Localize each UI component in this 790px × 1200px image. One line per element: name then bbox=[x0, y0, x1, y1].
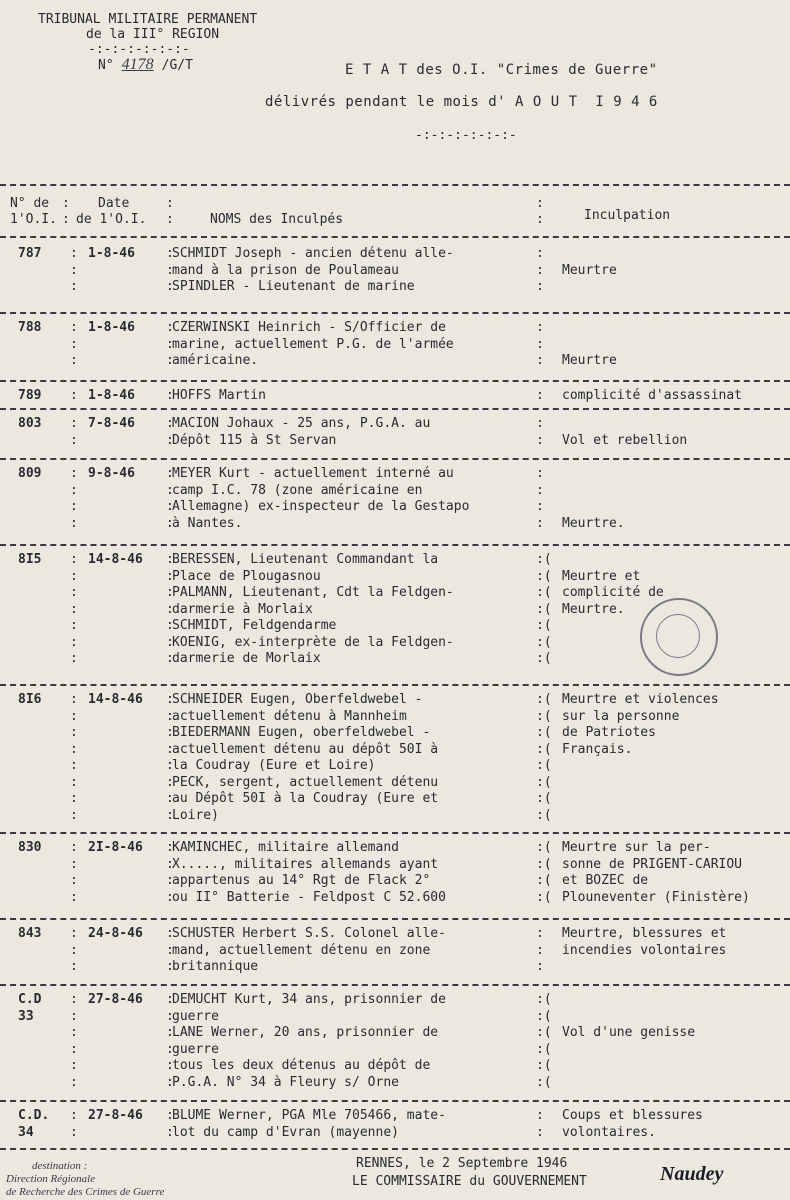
number-label: N° bbox=[98, 58, 114, 73]
inculpation-line: Meurtre et bbox=[562, 568, 641, 584]
accused-names-line: CZERWINSKI Heinrich - S/Officier de bbox=[172, 320, 446, 335]
inculpation-line: complicité d'assassinat bbox=[562, 388, 743, 403]
accused-names-line: actuellement détenu au dépôt 50I à bbox=[172, 741, 439, 757]
accused-names-line: SCHMIDT Joseph - ancien détenu alle- bbox=[172, 246, 454, 261]
accused-names-line: marine, actuellement P.G. de l'armée bbox=[172, 336, 454, 352]
col-date-l2: de 1'O.I. bbox=[76, 212, 147, 227]
inculpation-line bbox=[562, 337, 790, 354]
inculpation-line bbox=[562, 1075, 790, 1092]
inculpation-line bbox=[562, 279, 790, 296]
accused-names-line: Loire) bbox=[172, 807, 219, 823]
inculpation-line: Plouneventer (Finistère) bbox=[562, 889, 750, 905]
destination-label: destination : bbox=[32, 1160, 88, 1172]
accused-names-line: darmerie à Morlaix bbox=[172, 601, 313, 617]
table-row bbox=[0, 380, 790, 410]
destination-note bbox=[6, 1160, 164, 1199]
reference-number bbox=[38, 57, 257, 73]
inculpation-line bbox=[562, 808, 790, 825]
column-separator: : : : bbox=[166, 246, 174, 294]
accused-names-line: Dépôt 115 à St Servan bbox=[172, 432, 337, 448]
accused-names-line: la Coudray (Eure et Loire) bbox=[172, 758, 376, 773]
accused-names-line: tous les deux détenus au dépôt de bbox=[172, 1058, 431, 1073]
col-num-l2: 1'O.I. bbox=[10, 212, 57, 227]
accused-names-line: DEMUCHT Kurt, 34 ans, prisonnier de bbox=[172, 992, 446, 1007]
accused-names-line: britannique bbox=[172, 959, 259, 974]
inculpation-line: Vol d'une genisse bbox=[562, 1025, 696, 1040]
inculpation-line bbox=[562, 1009, 790, 1026]
oi-number-line: 843 bbox=[18, 926, 42, 941]
tribunal-region: de la III° REGION bbox=[86, 27, 220, 42]
column-separator: :( :( :( :( :( :( bbox=[536, 992, 552, 1090]
accused-names bbox=[172, 416, 534, 449]
col-num-l1: N° de bbox=[10, 196, 50, 211]
inculpation bbox=[562, 388, 790, 405]
table-row bbox=[0, 238, 790, 314]
inculpation-line: Français. bbox=[562, 741, 633, 757]
oi-number-line: 789 bbox=[18, 388, 42, 403]
signature: Naudey bbox=[660, 1163, 724, 1185]
inculpation-line bbox=[562, 1042, 790, 1059]
accused-names-line: guerre bbox=[172, 1041, 219, 1057]
inculpation-line: Vol et rebellion bbox=[562, 432, 688, 448]
inculpation-line bbox=[562, 791, 790, 808]
accused-names bbox=[172, 466, 534, 532]
oi-number bbox=[18, 416, 60, 433]
oi-date: 27-8-46 bbox=[88, 992, 143, 1007]
destination-line-2: de Recherche des Crimes de Guerre bbox=[6, 1186, 165, 1198]
column-separator: : : : : : : : bbox=[70, 552, 78, 666]
column-separator: :( :( :( :( :( :( :( bbox=[536, 552, 552, 666]
accused-names bbox=[172, 840, 534, 906]
column-separator: : bbox=[166, 388, 174, 403]
inculpation-line: Meurtre et violences bbox=[562, 692, 719, 707]
document-title: E T A T des O.I. "Crimes de Guerre" bbox=[345, 62, 658, 78]
accused-names-line: à Nantes. bbox=[172, 515, 243, 531]
col-date-l1: Date bbox=[98, 196, 130, 211]
inculpation-line bbox=[562, 758, 790, 775]
accused-names bbox=[172, 1108, 534, 1141]
accused-names-line: ou II° Batterie - Feldpost C 52.600 bbox=[172, 889, 446, 905]
accused-names-line: KOENIG, ex-interprète de la Feldgen- bbox=[172, 634, 454, 650]
accused-names bbox=[172, 552, 534, 668]
accused-names-line: HOFFS Martin bbox=[172, 388, 266, 403]
inculpation-line bbox=[562, 416, 790, 433]
inculpation bbox=[562, 692, 790, 824]
accused-names-line: darmerie de Morlaix bbox=[172, 651, 321, 666]
column-separator: : : : : : : : bbox=[166, 552, 174, 666]
inculpation-line bbox=[562, 246, 790, 263]
accused-names-line: appartenus au 14° Rgt de Flack 2° bbox=[172, 873, 431, 888]
oi-number bbox=[18, 246, 60, 263]
column-separator: : : : : bbox=[536, 466, 544, 531]
table-row bbox=[0, 408, 790, 460]
column-separator: : : : : bbox=[166, 466, 174, 531]
accused-names-line: MACION Johaux - 25 ans, P.G.A. au bbox=[172, 416, 431, 431]
inculpation-line: Meurtre, blessures et bbox=[562, 926, 727, 941]
column-separator: : : : bbox=[70, 926, 78, 974]
inculpation-line: sur la personne bbox=[562, 708, 680, 724]
oi-date: 7-8-46 bbox=[88, 416, 135, 431]
number-suffix: /G/T bbox=[161, 58, 193, 73]
inculpation-line: incendies volontaires bbox=[562, 942, 727, 958]
column-separator: : : : : : : bbox=[70, 992, 78, 1090]
column-separator: : : bbox=[70, 1108, 78, 1140]
table-row bbox=[0, 832, 790, 920]
destination-line-1: Direction Régionale bbox=[6, 1173, 96, 1185]
accused-names-line: SCHNEIDER Eugen, Oberfeldwebel - bbox=[172, 692, 423, 707]
inculpation bbox=[562, 992, 790, 1091]
accused-names-line: américaine. bbox=[172, 353, 259, 368]
oi-date: 1-8-46 bbox=[88, 320, 135, 335]
accused-names-line: BLUME Werner, PGA Mle 705466, mate- bbox=[172, 1108, 446, 1123]
signatory-role: LE COMMISSAIRE du GOUVERNEMENT bbox=[352, 1174, 587, 1189]
column-separator: : : : : : : : : bbox=[166, 692, 174, 823]
inculpation-line: Meurtre bbox=[562, 262, 617, 278]
accused-names-line: lot du camp d'Evran (mayenne) bbox=[172, 1124, 399, 1140]
inculpation-line bbox=[562, 466, 790, 483]
accused-names-line: KAMINCHEC, militaire allemand bbox=[172, 840, 399, 855]
inculpation-line bbox=[562, 483, 790, 500]
oi-number-line: 787 bbox=[18, 246, 42, 261]
inculpation bbox=[562, 246, 790, 296]
inculpation bbox=[562, 926, 790, 976]
inculpation-line bbox=[562, 552, 790, 569]
accused-names-line: mand, actuellement détenu en zone bbox=[172, 942, 431, 958]
oi-number-line: 8I6 bbox=[18, 692, 42, 707]
accused-names-line: mand à la prison de Poulameau bbox=[172, 262, 399, 278]
column-separator: : : : : bbox=[166, 840, 174, 905]
inculpation-line bbox=[562, 1058, 790, 1075]
column-separator: : : : bbox=[166, 320, 174, 368]
oi-number bbox=[18, 1108, 60, 1141]
tribunal-header bbox=[38, 12, 257, 73]
oi-number bbox=[18, 840, 60, 857]
oi-date: 9-8-46 bbox=[88, 466, 135, 481]
table-row bbox=[0, 312, 790, 382]
inculpation-line: et BOZEC de bbox=[562, 873, 649, 888]
column-separator: :( :( :( :( :( :( :( :( bbox=[536, 692, 552, 823]
inculpation-line: Meurtre bbox=[562, 353, 617, 368]
accused-names-line: guerre bbox=[172, 1008, 219, 1024]
oi-date: 27-8-46 bbox=[88, 1108, 143, 1123]
tribunal-name: TRIBUNAL MILITAIRE PERMANENT bbox=[38, 12, 258, 27]
inculpation-line: volontaires. bbox=[562, 1124, 656, 1140]
column-separator: : : : : bbox=[70, 466, 78, 531]
accused-names bbox=[172, 992, 534, 1091]
inculpation-line bbox=[562, 992, 790, 1009]
accused-names-line: PECK, sergent, actuellement détenu bbox=[172, 774, 439, 790]
oi-number-line: 34 bbox=[18, 1124, 34, 1140]
oi-number-line: C.D. bbox=[18, 1108, 50, 1123]
column-separator: : : : bbox=[70, 246, 78, 294]
oi-date: 24-8-46 bbox=[88, 926, 143, 941]
oi-date: 1-8-46 bbox=[88, 246, 135, 261]
column-separator: : : : bbox=[536, 246, 544, 294]
decorative-separator-center: -:-:-:-:-:-:- bbox=[415, 128, 517, 143]
accused-names-line: SCHUSTER Herbert S.S. Colonel alle- bbox=[172, 926, 446, 941]
accused-names-line: MEYER Kurt - actuellement interné au bbox=[172, 466, 454, 481]
oi-number bbox=[18, 388, 60, 405]
accused-names bbox=[172, 388, 534, 405]
accused-names-line: BERESSEN, Lieutenant Commandant la bbox=[172, 552, 439, 567]
col-names: NOMS des Inculpés bbox=[210, 212, 344, 227]
accused-names-line: Allemagne) ex-inspecteur de la Gestapo bbox=[172, 499, 470, 514]
column-separator: : : : : bbox=[70, 840, 78, 905]
accused-names bbox=[172, 692, 534, 824]
oi-number-line: 803 bbox=[18, 416, 42, 431]
accused-names bbox=[172, 246, 534, 296]
column-separator: : : bbox=[536, 1108, 544, 1140]
oi-number bbox=[18, 926, 60, 943]
inculpation bbox=[562, 416, 790, 449]
accused-names-line: au Dépôt 50I à la Coudray (Eure et bbox=[172, 791, 439, 806]
oi-number bbox=[18, 692, 60, 709]
accused-names bbox=[172, 926, 534, 976]
accused-names-line: Place de Plougasnou bbox=[172, 568, 321, 584]
accused-names-line: PALMANN, Lieutenant, Cdt la Feldgen- bbox=[172, 585, 454, 600]
accused-names-line: SCHMIDT, Feldgendarme bbox=[172, 618, 337, 633]
oi-number bbox=[18, 466, 60, 483]
inculpation-line: complicité de bbox=[562, 585, 664, 600]
inculpation bbox=[562, 466, 790, 532]
column-separator: : bbox=[536, 388, 544, 403]
column-separator: : : bbox=[70, 416, 78, 448]
column-separator: : : : bbox=[536, 926, 544, 974]
table-row bbox=[0, 918, 790, 986]
inculpation-line bbox=[562, 499, 790, 516]
column-separator: : : bbox=[166, 1108, 174, 1140]
inculpation bbox=[562, 320, 790, 370]
inculpation-line: Meurtre sur la per- bbox=[562, 840, 711, 855]
oi-number-line: C.D bbox=[18, 992, 42, 1007]
inculpation-line: Meurtre. bbox=[562, 515, 625, 531]
column-separator: : : bbox=[536, 416, 544, 448]
column-separator: : : bbox=[166, 416, 174, 448]
number-value: 4178 bbox=[121, 56, 154, 73]
oi-number-line: 788 bbox=[18, 320, 42, 335]
document-subtitle: délivrés pendant le mois d' A O U T I 9 4 6 bbox=[265, 94, 658, 110]
column-separator: :( :( :( :( bbox=[536, 840, 552, 905]
decorative-separator: -:-:-:-:-:-:- bbox=[88, 42, 190, 57]
column-separator: : : : : : : : : bbox=[70, 692, 78, 823]
inculpation-line bbox=[562, 959, 790, 976]
oi-number bbox=[18, 552, 60, 569]
inculpation-line bbox=[562, 775, 790, 792]
archive-stamp bbox=[640, 598, 718, 676]
accused-names-line: camp I.C. 78 (zone américaine en bbox=[172, 482, 423, 498]
column-separator: : : : bbox=[166, 926, 174, 974]
accused-names-line: P.G.A. N° 34 à Fleury s/ Orne bbox=[172, 1074, 399, 1090]
inculpation-line: sonne de PRIGENT-CARIOU bbox=[562, 856, 743, 872]
column-separator: : : : bbox=[536, 320, 544, 368]
table-top-rule bbox=[0, 184, 790, 186]
inculpation bbox=[562, 840, 790, 906]
oi-number-line: 830 bbox=[18, 840, 42, 855]
oi-date: 2I-8-46 bbox=[88, 840, 143, 855]
inculpation-line bbox=[562, 320, 790, 337]
column-separator: : : : : : : bbox=[166, 992, 174, 1090]
inculpation bbox=[562, 1108, 790, 1141]
accused-names-line: LANE Werner, 20 ans, prisonnier de bbox=[172, 1025, 439, 1040]
col-inculpation: Inculpation bbox=[584, 208, 671, 223]
place-date: RENNES, le 2 Septembre 1946 bbox=[356, 1156, 568, 1171]
inculpation-line: de Patriotes bbox=[562, 725, 656, 740]
accused-names-line: actuellement détenu à Mannheim bbox=[172, 708, 407, 724]
inculpation-line: Coups et blessures bbox=[562, 1108, 703, 1123]
oi-number-line: 33 bbox=[18, 1008, 34, 1024]
oi-number bbox=[18, 992, 60, 1025]
accused-names bbox=[172, 320, 534, 370]
oi-date: 14-8-46 bbox=[88, 692, 143, 707]
table-row bbox=[0, 684, 790, 834]
inculpation-line: Meurtre. bbox=[562, 601, 625, 617]
accused-names-line: BIEDERMANN Eugen, oberfeldwebel - bbox=[172, 725, 431, 740]
oi-date: 1-8-46 bbox=[88, 388, 135, 403]
accused-names-line: X....., militaires allemands ayant bbox=[172, 856, 439, 872]
table-row bbox=[0, 1100, 790, 1150]
oi-number-line: 8I5 bbox=[18, 552, 42, 567]
table-row bbox=[0, 458, 790, 546]
oi-number-line: 809 bbox=[18, 466, 42, 481]
accused-names-line: SPINDLER - Lieutenant de marine bbox=[172, 279, 415, 294]
column-separator: : bbox=[70, 388, 78, 403]
table-row bbox=[0, 984, 790, 1102]
oi-number bbox=[18, 320, 60, 337]
oi-date: 14-8-46 bbox=[88, 552, 143, 567]
table-header: N° de 1'O.I. : : Date de 1'O.I. : : NOMS des Inculpés : : Inculpation bbox=[10, 196, 671, 227]
column-separator: : : : bbox=[70, 320, 78, 368]
